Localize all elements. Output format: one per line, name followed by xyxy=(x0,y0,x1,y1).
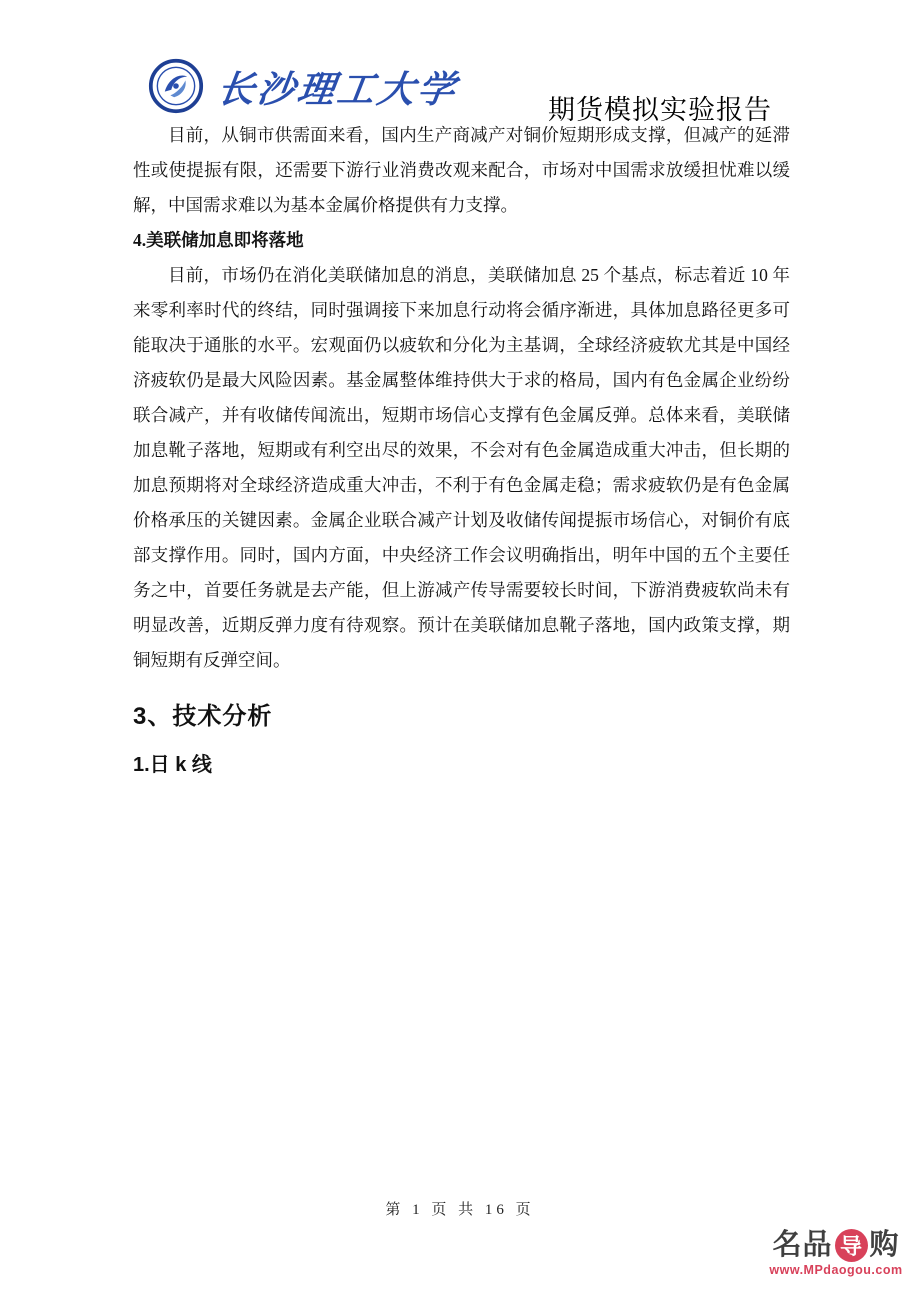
sub-heading-daily-k-line: 1.日 k 线 xyxy=(133,754,212,776)
paragraph-fed-analysis: 目前，市场仍在消化美联储加息的消息，美联储加息 25 个基点，标志着近 10 年来零利率时代的终结，同时强调接下来加息行动将会循序渐进，具体加息路径更多可能取决于通胀的水平。宏观面仍以疲软和分化为主基调，全球经济疲软尤其是中国经济疲软仍是最大风险因素。基金属整体维持供大于求的格局，国内有色金属企业纷纷联合减产，并有收储传闻流出，短期市场信心支撑有色金属反弹。总体来看，美联储加息靴子落地，短期或有利空出尽的效果，不会对有色金属造成重大冲击，但长期的加息预期将对全球经济造成重大冲击，不利于有色金属走稳；需求疲软仍是有色金属价格承压的关键因素。金属企业联合减产计划及收储传闻提振市场信心，对铜价有底部支撑作用。同时，国内方面，中央经济工作会议明确指出，明年中国的五个主要任务之中，首要任务就是去产能，但上游减产传导需要较长时间，下游消费疲软尚未有明显改善，近期反弹力度有待观察。预计在美联储加息靴子落地，国内政策支撑，期铜短期有反弹空间。 xyxy=(133,265,790,670)
brand-url: www.MPdaogou.com xyxy=(769,1263,903,1277)
page-header xyxy=(0,0,920,125)
mpdaogou-logo xyxy=(766,1228,906,1262)
page-number: 第 1 页 共 16 页 xyxy=(385,1202,535,1218)
section-heading-fed-rate-hike: 4.美联储加息即将落地 xyxy=(133,230,304,250)
brand-text-suffix: 购 xyxy=(869,1229,900,1261)
mpdaogou-watermark xyxy=(766,1228,906,1277)
brand-text-prefix: 名品 xyxy=(772,1229,833,1261)
university-name: 长沙理工大学 xyxy=(214,70,461,111)
report-title: 期货模拟实验报告 xyxy=(548,95,772,125)
chapter-heading-technical-analysis: 3、技术分析 xyxy=(133,703,273,730)
document-body xyxy=(133,118,790,778)
brand-circle-icon: 导 xyxy=(835,1229,868,1262)
university-emblem-icon xyxy=(148,58,204,114)
paragraph-copper-supply: 目前，从铜市供需面来看，国内生产商减产对铜价短期形成支撑，但减产的延滞性或使提振有限，还需要下游行业消费改观来配合，市场对中国需求放缓担忧难以缓解，中国需求难以为基本金属价格提供有力支撑。 xyxy=(133,125,790,215)
